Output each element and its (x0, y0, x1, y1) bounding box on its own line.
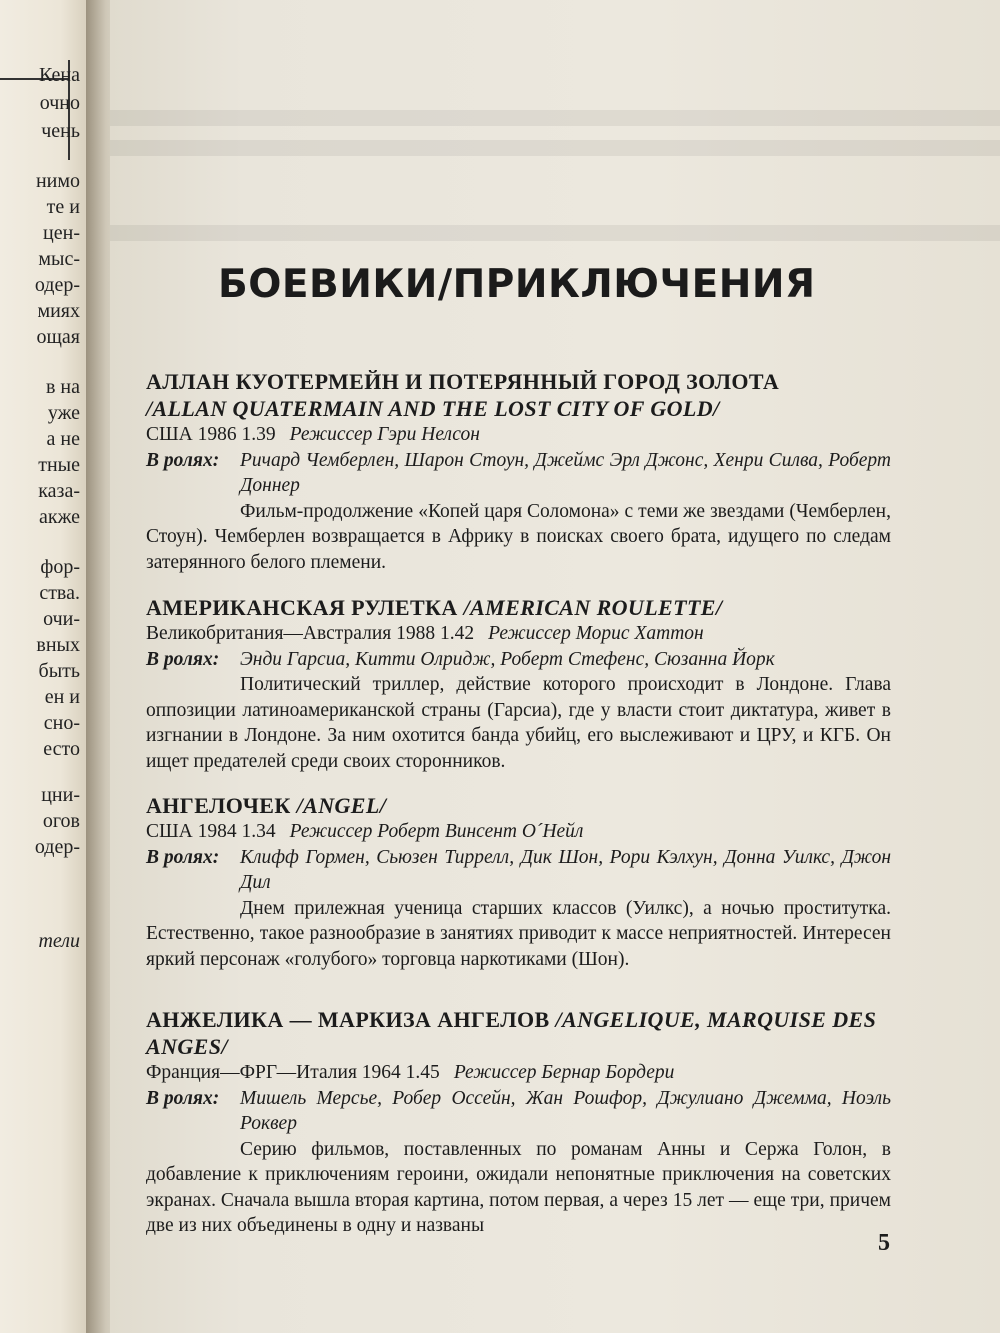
left-page-line: тные (38, 454, 80, 476)
film-country-year-duration: США 1986 1.39 (146, 424, 276, 445)
main-page (110, 0, 1000, 1333)
cast-label: В ролях: (146, 846, 220, 868)
film-cast (146, 1086, 891, 1137)
left-page-line: ощая (36, 326, 80, 348)
film-description: Фильм-продолжение «Копей царя Соломона» с теми же звездами (Чемберлен, Стоун). Чемберлен возвращается в Африку в поисках своего брата, идущего по следам затерянного белого племени. (146, 500, 891, 573)
left-page-line: а не (46, 428, 80, 450)
left-page-line: акже (38, 506, 80, 528)
film-cast (146, 448, 891, 499)
left-page-line: каза- (38, 480, 80, 502)
film-title: АНЖЕЛИКА — МАРКИЗА АНГЕЛОВ (146, 1007, 550, 1032)
film-title-line (146, 594, 891, 621)
left-page-line: цен- (43, 222, 80, 244)
left-page-line: одер- (34, 274, 80, 296)
film-entry (146, 368, 891, 575)
film-original-title: /ANGELIQUE, MARQUISE DES ANGES/ (146, 1007, 877, 1059)
film-original-title: /ALLAN QUATERMAIN AND THE LOST CITY OF GOLD/ (146, 396, 720, 421)
cast-names: Ричард Чемберлен, Шарон Стоун, Джеймс Эрл Джонс, Хенри Силва, Роберт Доннер (240, 449, 891, 496)
film-description: Днем прилежная ученица старших классов (Уилкс), а ночью проститутка. Естественно, такое разнообразие в занятиях приводит к массе неприятностей. Интересен яркий персонаж «голубого» торговца наркотиками (Шон). (146, 897, 891, 970)
left-page-line: очи- (43, 608, 80, 630)
left-page-line: ен и (44, 686, 80, 708)
film-description: Серию фильмов, поставленных по романам Анны и Сержа Голон, в добавление к приключениям героини, ожидали непонятные приключения на советских экранах. Сначала вышла вторая картина, потом первая, а через 15 лет — еще три, причем две из них объединены в одну и названы (146, 1138, 891, 1236)
left-page-line: тели (38, 930, 80, 952)
cast-label: В ролях: (146, 648, 220, 670)
film-director: Режиссер Гэри Нелсон (289, 424, 480, 445)
left-page-line: в на (45, 376, 80, 398)
left-page-line: цни- (41, 784, 80, 806)
left-page-line: те и (46, 196, 80, 218)
cast-names: Клифф Гормен, Сьюзен Тиррелл, Дик Шон, Рори Кэлхун, Донна Уилкс, Джон Дил (240, 846, 891, 893)
left-page-line: одер- (34, 836, 80, 858)
film-original-title: /ANGEL/ (296, 793, 387, 818)
left-page-line: есто (43, 738, 80, 760)
film-title-line (146, 792, 891, 819)
left-page-line: сно- (43, 712, 80, 734)
film-title: АНГЕЛОЧЕК (146, 793, 291, 818)
cast-label: В ролях: (146, 449, 220, 471)
film-info (146, 422, 891, 448)
page-content (110, 0, 1000, 1333)
page-number: 5 (878, 1230, 890, 1256)
left-page-line: быть (38, 660, 80, 682)
film-cast (146, 845, 891, 896)
film-director: Режиссер Морис Хаттон (488, 623, 704, 644)
film-entry (146, 594, 891, 774)
left-page (0, 0, 86, 1333)
left-page-line: вных (36, 634, 80, 656)
left-page-line: уже (47, 402, 80, 424)
film-cast (146, 647, 891, 673)
left-page-line: ства. (39, 582, 80, 604)
film-country-year-duration: США 1984 1.34 (146, 821, 276, 842)
film-country-year-duration: Великобритания—Австралия 1988 1.42 (146, 623, 475, 644)
film-entry (146, 792, 891, 972)
cast-names: Мишель Мерсье, Робер Оссейн, Жан Рошфор, Джулиано Джемма, Ноэль Роквер (240, 1087, 891, 1134)
left-page-line: очно (39, 92, 80, 114)
film-title-line (146, 1006, 891, 1060)
film-original-title: /AMERICAN ROULETTE/ (463, 595, 723, 620)
film-title: АЛЛАН КУОТЕРМЕЙН И ПОТЕРЯННЫЙ ГОРОД ЗОЛОТА (146, 369, 780, 394)
film-director: Режиссер Роберт Винсент О´Нейл (289, 821, 584, 842)
film-info (146, 819, 891, 845)
left-page-line: фор- (40, 556, 80, 578)
film-entry (146, 1006, 891, 1239)
film-info (146, 621, 891, 647)
left-page-line: огов (42, 810, 80, 832)
film-director: Режиссер Бернар Бордери (453, 1062, 675, 1083)
left-page-line: Кена (38, 64, 80, 86)
left-page-line: мыс- (38, 248, 80, 270)
left-page-line: миях (37, 300, 80, 322)
left-page-line: нимо (35, 170, 80, 192)
film-info (146, 1060, 891, 1086)
left-page-line: чень (41, 120, 80, 142)
film-country-year-duration: Франция—ФРГ—Италия 1964 1.45 (146, 1062, 440, 1083)
film-title: АМЕРИКАНСКАЯ РУЛЕТКА (146, 595, 458, 620)
page-title: БОЕВИКИ/ПРИКЛЮЧЕНИЯ (218, 262, 816, 307)
film-description: Политический триллер, действие которого происходит в Лондоне. Глава оппозиции латиноамериканской страны (Гарсиа), где у власти стоит диктатура, живет в изгнании в Лондоне. За ним охотится банда убийц, его выслеживают и ЦРУ, и КГБ. Он ищет предателей среди своих сторонников. (146, 674, 891, 772)
cast-names: Энди Гарсиа, Китти Олридж, Роберт Стефенс, Сюзанна Йорк (240, 648, 775, 670)
cast-label: В ролях: (146, 1087, 220, 1109)
